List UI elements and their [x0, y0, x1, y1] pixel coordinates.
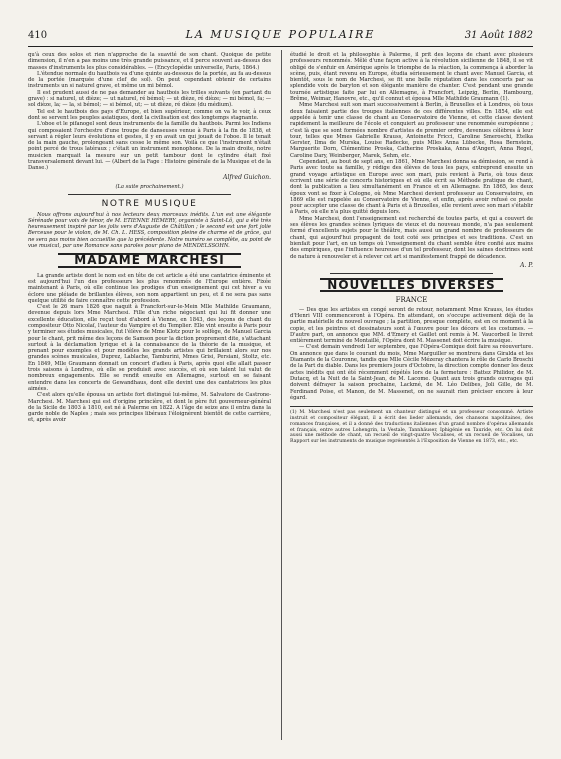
publication-title: LA MUSIQUE POPULAIRE — [185, 28, 376, 41]
right-column — [290, 52, 533, 445]
paragraph: étudié le droit et la philosophie à Palerme, il prit des leçons de chant avec plusieurs professeurs renommés. Mêlé d'une façon active à la révolution sicilienne de 1848, il se vit obligé de s'enfuir en Amérique après le triomphe de la réaction, la commença à aborder la scène, puis, étant revenu en Europe, étudia sérieusement le chant avec Manuel Garcia, et bientôt, sous le nom de Marchesi, se fit une belle réputation dans les concerts par sa splendide voix de baryton et son élégante manière de chanter. C'est pendant une grande tournée artistique faite par lui en Allemagne, à Francfort, Leipzig, Berlin, Hambourg, Brême, Weimar, Hanovre, etc., qu'il connut et épousa Mlle Mathilde Graumann (1). — [290, 52, 533, 103]
paragraph: qu'à ceux des solos et rien n'approche de la suavité de son chant. Quoique de petite dimension, il n'en a pas moins une très grande puissance, et il perce souvent au-dessus des masses d'instruments les plus considérables. — (Encyclopédie universelle, Paris, 1864.) — [28, 52, 271, 71]
paragraph: Nous offrons aujourd'hui à nos lecteurs deux morceaux inédits. L'un est une élégante Sérénade pour voix de ténor, de M. ETIENNE HÉMERY, organiste à Saint-Lô, qui a été très heureusement inspiré par les jolis vers d'Auguste de Châtillon ; le second est une fort jolie Berceuse pour le violon, de M. Ch. L. HESS, composition pleine de charme et de grâce, qui ne sera pas moins bien accueillie que la précédente. Notre numéro se complète, au point de vue musical, par une Romance sans paroles pour piano de MENDELSSOHN. — [28, 211, 271, 250]
paragraph: Mme Marchesi, dont l'enseignement est recherché de toutes parts, et qui a couvert de ses élèves les grandes scènes lyriques de vieux et du nouveau monde, n'a pas seulement formé d'excellents sujets pour le théâtre, mais aussi un grand nombre de professeurs de chant, qui aujourd'hui propagent de tout coté ses principes et ses traditions. C'est un bienfait pour l'art, en un temps où l'enseignement du chant semble être confié aux mains des empiriques, que l'influence heureuse d'un tel professeur, dont les saines doctrines sont de nature à renouveler et à relever cet art si manifestement frappé de décadence. — [290, 215, 533, 260]
column-divider — [281, 50, 282, 740]
divider — [68, 194, 231, 195]
paragraph: Mme Marchesi suit son mari successivement à Berlin, à Bruxelles et à Londres, où tous deux faisaient partie des troupes italiennes de ces différentes villes. En 1854, elle est appelée à tenir une classe de chant au Conservatoire de Vienne, et cette classe devient rapidement la meilleure de l'école et conquiert au professeur une renommée européenne ; c'est là que se sont formées nombre d'artistes de premier ordre, devenues célèbres à leur tour, telles que Mmes Gabrielle Krauss, Antoinette Fricci, Caroline Smeroschi, Etelka Gerster, Ilma de Murska, Louise Radecke, puis Mlles Anna Lübecke, Rosa Bernstein, Marguerite Dorn, Clémentine Proska, Catherine Proskaka, Anna d'Angeri, Anna Regel, Caroline Dary, Weinberger, Marek, Sehm, etc. — [290, 102, 533, 159]
paragraph: Il est prudent aussi de ne pas demander au hautbois les trilles suivants (en partant du grave) : si naturel, ut dièze; — ut naturel, ré bémol; — ut dièze, ré dièze; — mi bémol, fa; — sol dièze, la; — la, si bémol; — si bémol, ut; — ut dièze, ré dièze (du médium). — [28, 89, 271, 109]
left-column — [28, 52, 271, 424]
paragraph: La grande artiste dont le nom est en tête de cet article a été une cantatrice éminente et est aujourd'hui l'un des professeurs les plus renommés de l'Europe entière. Fixée maintenant à Paris, où elle continue les prodiges d'un enseignement qui cet hiver a vu éclore une pléiade de brillantes élèves, son nom appartient un peu, et il ne sera pas sans quelque utilité de faire connaître cette profession. — [28, 272, 271, 304]
divider — [330, 273, 493, 274]
paragraph: — C'est demain vendredi 1er septembre, que l'Opéra-Comique doit faire sa réouverture. On annonce que dans le courant du mois, Mme Marguiller se montrera dans Giralda et les Diamants de la Couronne, tandis que Mlle Cécile Mézeray chantera le rôle de Carlo Broschi de la Part du diable. Dans les premiers jours d'Octobre, la direction compte donner les deux actes inédits qui ont été récemment répétés lors de la fermeture : Battez Philidor, de M. Dutacq, et la Nuit de la Saint-Jean, de M. Lacome. Quant aux trois grands ouvrages qui doivent défrayer la saison prochaine, Lackmé, de M. Léo Delibes, Joli Gille, de M. Ferdinand Poise, et Manon, de M. Massenet, on ne saurait rien préciser encore à leur égard. — [290, 344, 533, 401]
author-signature: Alfred Guichon. — [223, 173, 271, 181]
author-signature: A. P. — [520, 261, 533, 269]
paragraph: Cependant, au bout de sept ans, en 1861, Mme Marchesi donna sa démission, se rend à Paris avec toute sa famille, y rédige des élèves de tous les pays, entreprend ensuite un grand voyage artistique en Europe avec son mari, puis revient à Paris, où tous deux écrivent une série de concerts historiques et où elle écrit sa Méthode pratique de chant, dont la publication a lieu simultanément en France et en Allemagne. En 1865, les deux époux vont se fixer à Cologne, où Mme Marchesi devient professeur au Conservatoire, en 1869 elle est rappelée au Conservatoire de Vienne, et enfin, après avoir refusé ce poste pour accepter une classe de chant à Paris et à Bruxelles, elle revient avec son mari s'établir à Paris, où elle n'a plus quitté depuis lors. — [290, 159, 533, 216]
section-subtitle-france: FRANCE — [395, 296, 428, 305]
section-title-notre-musique: NOTRE MUSIQUE — [101, 199, 198, 210]
paragraph: Tel est le hautbois des pays d'Europe, et bien supérieur, comme on va le voir, à ceux dont se servent les peuples asiatiques, dont la civilisation est des longtemps stagnante. — [28, 108, 271, 121]
issue-date: 31 Août 1882 — [464, 30, 533, 41]
to-be-continued: (La suite prochainement.) — [115, 183, 184, 190]
section-title-madame-marchesi: MADAME MARCHESI — [58, 253, 241, 267]
paragraph: L'étendue normale du hautbois va d'une quinte au-dessous de la portée, au fa au-dessus de la portée (marquée d'une clef de sol). On peut cependant obtenir de certains instruments un si naturel grave, et même un mi bémol. — [28, 70, 271, 90]
page-header — [28, 28, 533, 44]
section-title-nouvelles-diverses: NOUVELLES DIVERSES — [320, 278, 503, 292]
paragraph: — Des que les artistes en congé seront de retour, notamment Mme Krauss, les études d'Henri VIII commenceront à l'Opéra. En attendant, on s'occupe activement déjà de la partie matérielle du nouvel ouvrage ; la partition, presque complète, est en ce moment à la copie, et les peintres et dessinateurs sont à l'œuvre pour les décors et les costumes. — D'autre part, on annonce que MM. d'Emery et Gaillet ont remis à M. Vaucorbeil le livret entièrement terminé de Montaillé, l'Opéra dont M. Massenet doit écrire la musique. — [290, 306, 533, 345]
footnote: (1) M. Marchesi n'est pas seulement un chanteur distingué et un professeur consommé. Artiste instruit et compositeur élégant, il a écrit des lieder allemands, des chansons napolitaines, des romances françaises, et il a donné des traductions italiennes d'un grand nombre d'opéras allemands et français, entre autres Lohengrin, la Vestale, Tannhäuser, Iphigénie en Tauride, etc. On lui doit aussi une méthode de chant, un recueil de vingt-quatre Vocalises, et un recueil de Vocalises, un Rapport sur les instruments de musique représentés à l'Exposition de Vienne en 1873, etc., etc. — [290, 406, 533, 445]
paragraph: C'est le 26 mars 1826 que naquit à Francfort-sur-le-Mein Mlle Mathilde Graumann, devenue depuis lors Mme Marchesi. Fille d'un riche négociant qui lui fit donner une excellente éducation, elle reçut tout d'abord à Vienne, en 1843, des leçons de chant du compositeur Otto Nicolaï, l'auteur du Vampire et du Templier. Elle vint ensuite à Paris pour y terminer ses études musicales, fut l'élève de Mme Klotz pour le solfège, de Manuel Garcia pour le chant, prit même des leçons de Samson pour la diction proprement dite, s'attachant surtout à la déclamation lyrique et à la connaissance de la théorie de la musique, et prenant pour exemples et pour modèles les grands artistes qui brillaient alors sur nos grandes scènes musicales, Duprez, Lablache, Tamburini, Mmes Grisi, Persiani, Stoltz, etc. En 1849, Mlle Graumann donnait un concert d'adieu à Paris, après quoi elle allait passer trois saisons à Londres, où elle se produisit avec succès, et où son talent lui valut de nombreux engagements. Elle se rendit ensuite en Allemagne, surtout en se faisant entendre dans les concerts de Gewandhaus, dont elle devint une des cantatrices les plus aimées. — [28, 304, 271, 392]
paragraph: L'oboe et le pifanogel sont deux instruments de la famille du hautbois. Parmi les Indiens qui composaient l'orchestre d'une troupe de danseuses venue à Paris à la fin de 1838, et servant à régler leurs évolutions et gestes, il y en avait un qui jouait de l'oboe. Il le tenait de la main gauche, prolongeant sans cesse le même son. Voilà ce que l'instrument n'était point percé de trous latéraux ; c'était un instrument monophone. De la main droite, notre musicien marquait la mesure sur un petit tambour dont le cylindre était fixé transversalement devant lui. — (Albert de la Fage : Histoire générale de la Musique et de la Danse.) — [28, 121, 271, 172]
paragraph: C'est alors qu'elle épousa un artiste fort distingué lui-même, M. Salvatore de Castrone-Marchesi. M. Marchesi qui est d'origine princière, et dont le père fut gouverneur-général de la Sicile de 1803 à 1810, est né à Palerme en 1822. A l'âge de seize ans il entra dans la garde noble de Naples ; mais ses principes libéraux l'éloignèrent bientôt de cette carrière, et, après avoir — [28, 392, 271, 424]
header-rule — [28, 46, 533, 47]
page-number: 410 — [28, 30, 48, 41]
